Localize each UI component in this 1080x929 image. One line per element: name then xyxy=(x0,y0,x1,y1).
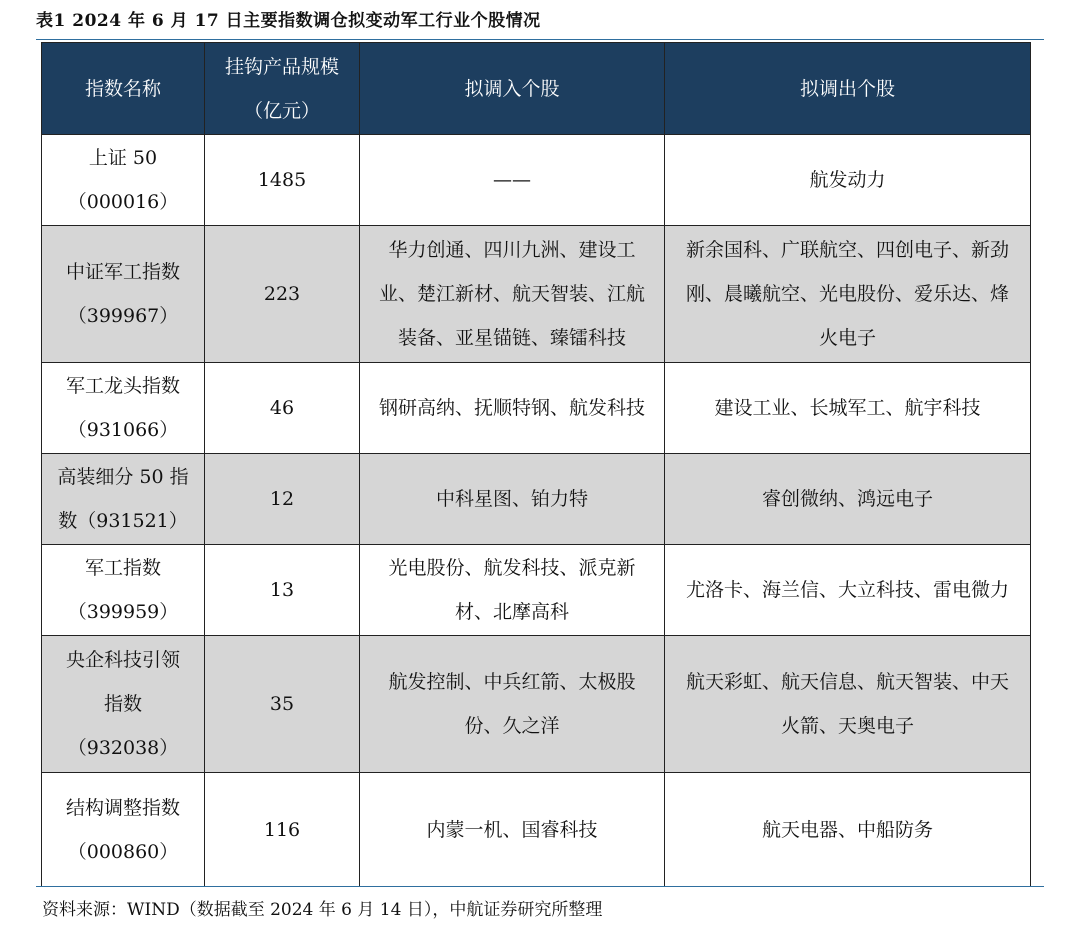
product-scale-cell: 13 xyxy=(205,545,360,636)
header-stocks-in: 拟调入个股 xyxy=(360,43,665,135)
product-scale-cell: 35 xyxy=(205,636,360,773)
stocks-in-cell-line: 中科星图、铂力特 xyxy=(435,488,588,510)
table-row xyxy=(42,636,1031,773)
index-name-cell-line: （399967） xyxy=(67,305,179,327)
index-name-cell-line: 军工龙头指数 xyxy=(65,375,180,397)
stocks-in-cell xyxy=(360,545,665,636)
table-row xyxy=(42,226,1031,363)
product-scale-cell: 1485 xyxy=(205,135,360,226)
product-scale-cell: 223 xyxy=(205,226,360,363)
header-index-name: 指数名称 xyxy=(42,43,205,135)
data-table xyxy=(41,42,1031,887)
stocks-in-cell-line: 装备、亚星锚链、臻镭科技 xyxy=(397,327,626,349)
index-name-cell xyxy=(42,454,205,545)
stocks-in-cell-line: 光电股份、航发科技、派克新 xyxy=(388,557,636,579)
stocks-out-cell-line: 航天彩虹、航天信息、航天智装、中天 xyxy=(685,671,1009,693)
stocks-out-cell-line: 火箭、天奥电子 xyxy=(780,715,914,737)
stocks-in-cell-line: 华力创通、四川九洲、建设工 xyxy=(388,239,636,261)
header-scale-line1: 挂钩产品规模 xyxy=(224,55,339,78)
table-row xyxy=(42,454,1031,545)
stocks-in-cell-line: 材、北摩高科 xyxy=(454,601,569,623)
index-name-cell-line: （000016） xyxy=(67,191,179,213)
product-scale-cell: 116 xyxy=(205,773,360,887)
index-name-cell-line: （932038） xyxy=(67,737,179,759)
stocks-out-cell-line: 航发动力 xyxy=(809,169,886,191)
table-row xyxy=(42,545,1031,636)
stocks-in-cell xyxy=(360,226,665,363)
table-row xyxy=(42,135,1031,226)
stocks-in-cell-line: 钢研高纳、抚顺特钢、航发科技 xyxy=(378,397,645,419)
stocks-out-cell-line: 火电子 xyxy=(818,327,876,349)
stocks-out-cell xyxy=(665,545,1031,636)
source-note: 资料来源：WIND（数据截至 2024 年 6 月 14 日），中航证券研究所整理 xyxy=(42,900,603,920)
stocks-out-cell-line: 睿创微纳、鸿远电子 xyxy=(761,488,933,510)
top-rule xyxy=(36,39,1044,40)
header-product-scale xyxy=(205,43,360,135)
bottom-rule xyxy=(36,886,1044,887)
index-name-cell-line: 军工指数 xyxy=(84,557,161,579)
index-name-cell xyxy=(42,363,205,454)
index-name-cell xyxy=(42,226,205,363)
index-name-cell-line: 数（931521） xyxy=(58,510,188,532)
index-name-cell-line: 结构调整指数 xyxy=(65,796,180,819)
header-stocks-out: 拟调出个股 xyxy=(665,43,1031,135)
index-name-cell xyxy=(42,636,205,773)
stocks-out-cell xyxy=(665,454,1031,545)
stocks-in-cell-line: —— xyxy=(493,169,531,191)
stocks-in-cell-line: 业、楚江新材、航天智装、江航 xyxy=(378,283,645,305)
index-name-cell-line: 央企科技引领 xyxy=(65,649,180,671)
stocks-out-cell xyxy=(665,636,1031,773)
stocks-out-cell xyxy=(665,226,1031,363)
stocks-out-cell-line: 航天电器、中船防务 xyxy=(761,818,933,841)
table-row xyxy=(42,363,1031,454)
header-scale-line2: （亿元） xyxy=(243,99,320,122)
index-name-cell-line: （399959） xyxy=(67,601,179,623)
stocks-out-cell-line: 新余国科、广联航空、四创电子、新劲 xyxy=(685,239,1009,261)
stocks-out-cell-line: 刚、晨曦航空、光电股份、爱乐达、烽 xyxy=(685,283,1009,305)
index-name-cell-line: （931066） xyxy=(67,419,179,441)
index-name-cell-line: （000860） xyxy=(67,840,179,863)
stocks-in-cell xyxy=(360,363,665,454)
product-scale-cell: 46 xyxy=(205,363,360,454)
index-name-cell xyxy=(42,135,205,226)
table-row xyxy=(42,773,1031,887)
stocks-in-cell-line: 份、久之洋 xyxy=(464,715,560,737)
stocks-out-cell-line: 建设工业、长城军工、航宇科技 xyxy=(714,397,981,419)
table-title: 表1 2024 年 6 月 17 日主要指数调仓拟变动军工行业个股情况 xyxy=(36,11,541,31)
index-name-cell xyxy=(42,545,205,636)
product-scale-cell: 12 xyxy=(205,454,360,545)
stocks-in-cell-line: 航发控制、中兵红箭、太极股 xyxy=(388,671,636,693)
index-name-cell xyxy=(42,773,205,887)
stocks-in-cell xyxy=(360,636,665,773)
stocks-in-cell xyxy=(360,773,665,887)
index-name-cell-line: 高装细分 50 指 xyxy=(57,466,189,488)
stocks-out-cell xyxy=(665,363,1031,454)
stocks-out-cell xyxy=(665,135,1031,226)
stocks-in-cell-line: 内蒙一机、国睿科技 xyxy=(426,818,598,841)
stocks-out-cell-line: 尤洛卡、海兰信、大立科技、雷电微力 xyxy=(685,579,1009,601)
stocks-in-cell xyxy=(360,454,665,545)
index-name-cell-line: 中证军工指数 xyxy=(65,261,180,283)
stocks-in-cell xyxy=(360,135,665,226)
header-row xyxy=(42,43,1031,135)
index-name-cell-line: 上证 50 xyxy=(88,147,158,169)
stocks-out-cell xyxy=(665,773,1031,887)
index-name-cell-line: 指数 xyxy=(103,693,142,715)
